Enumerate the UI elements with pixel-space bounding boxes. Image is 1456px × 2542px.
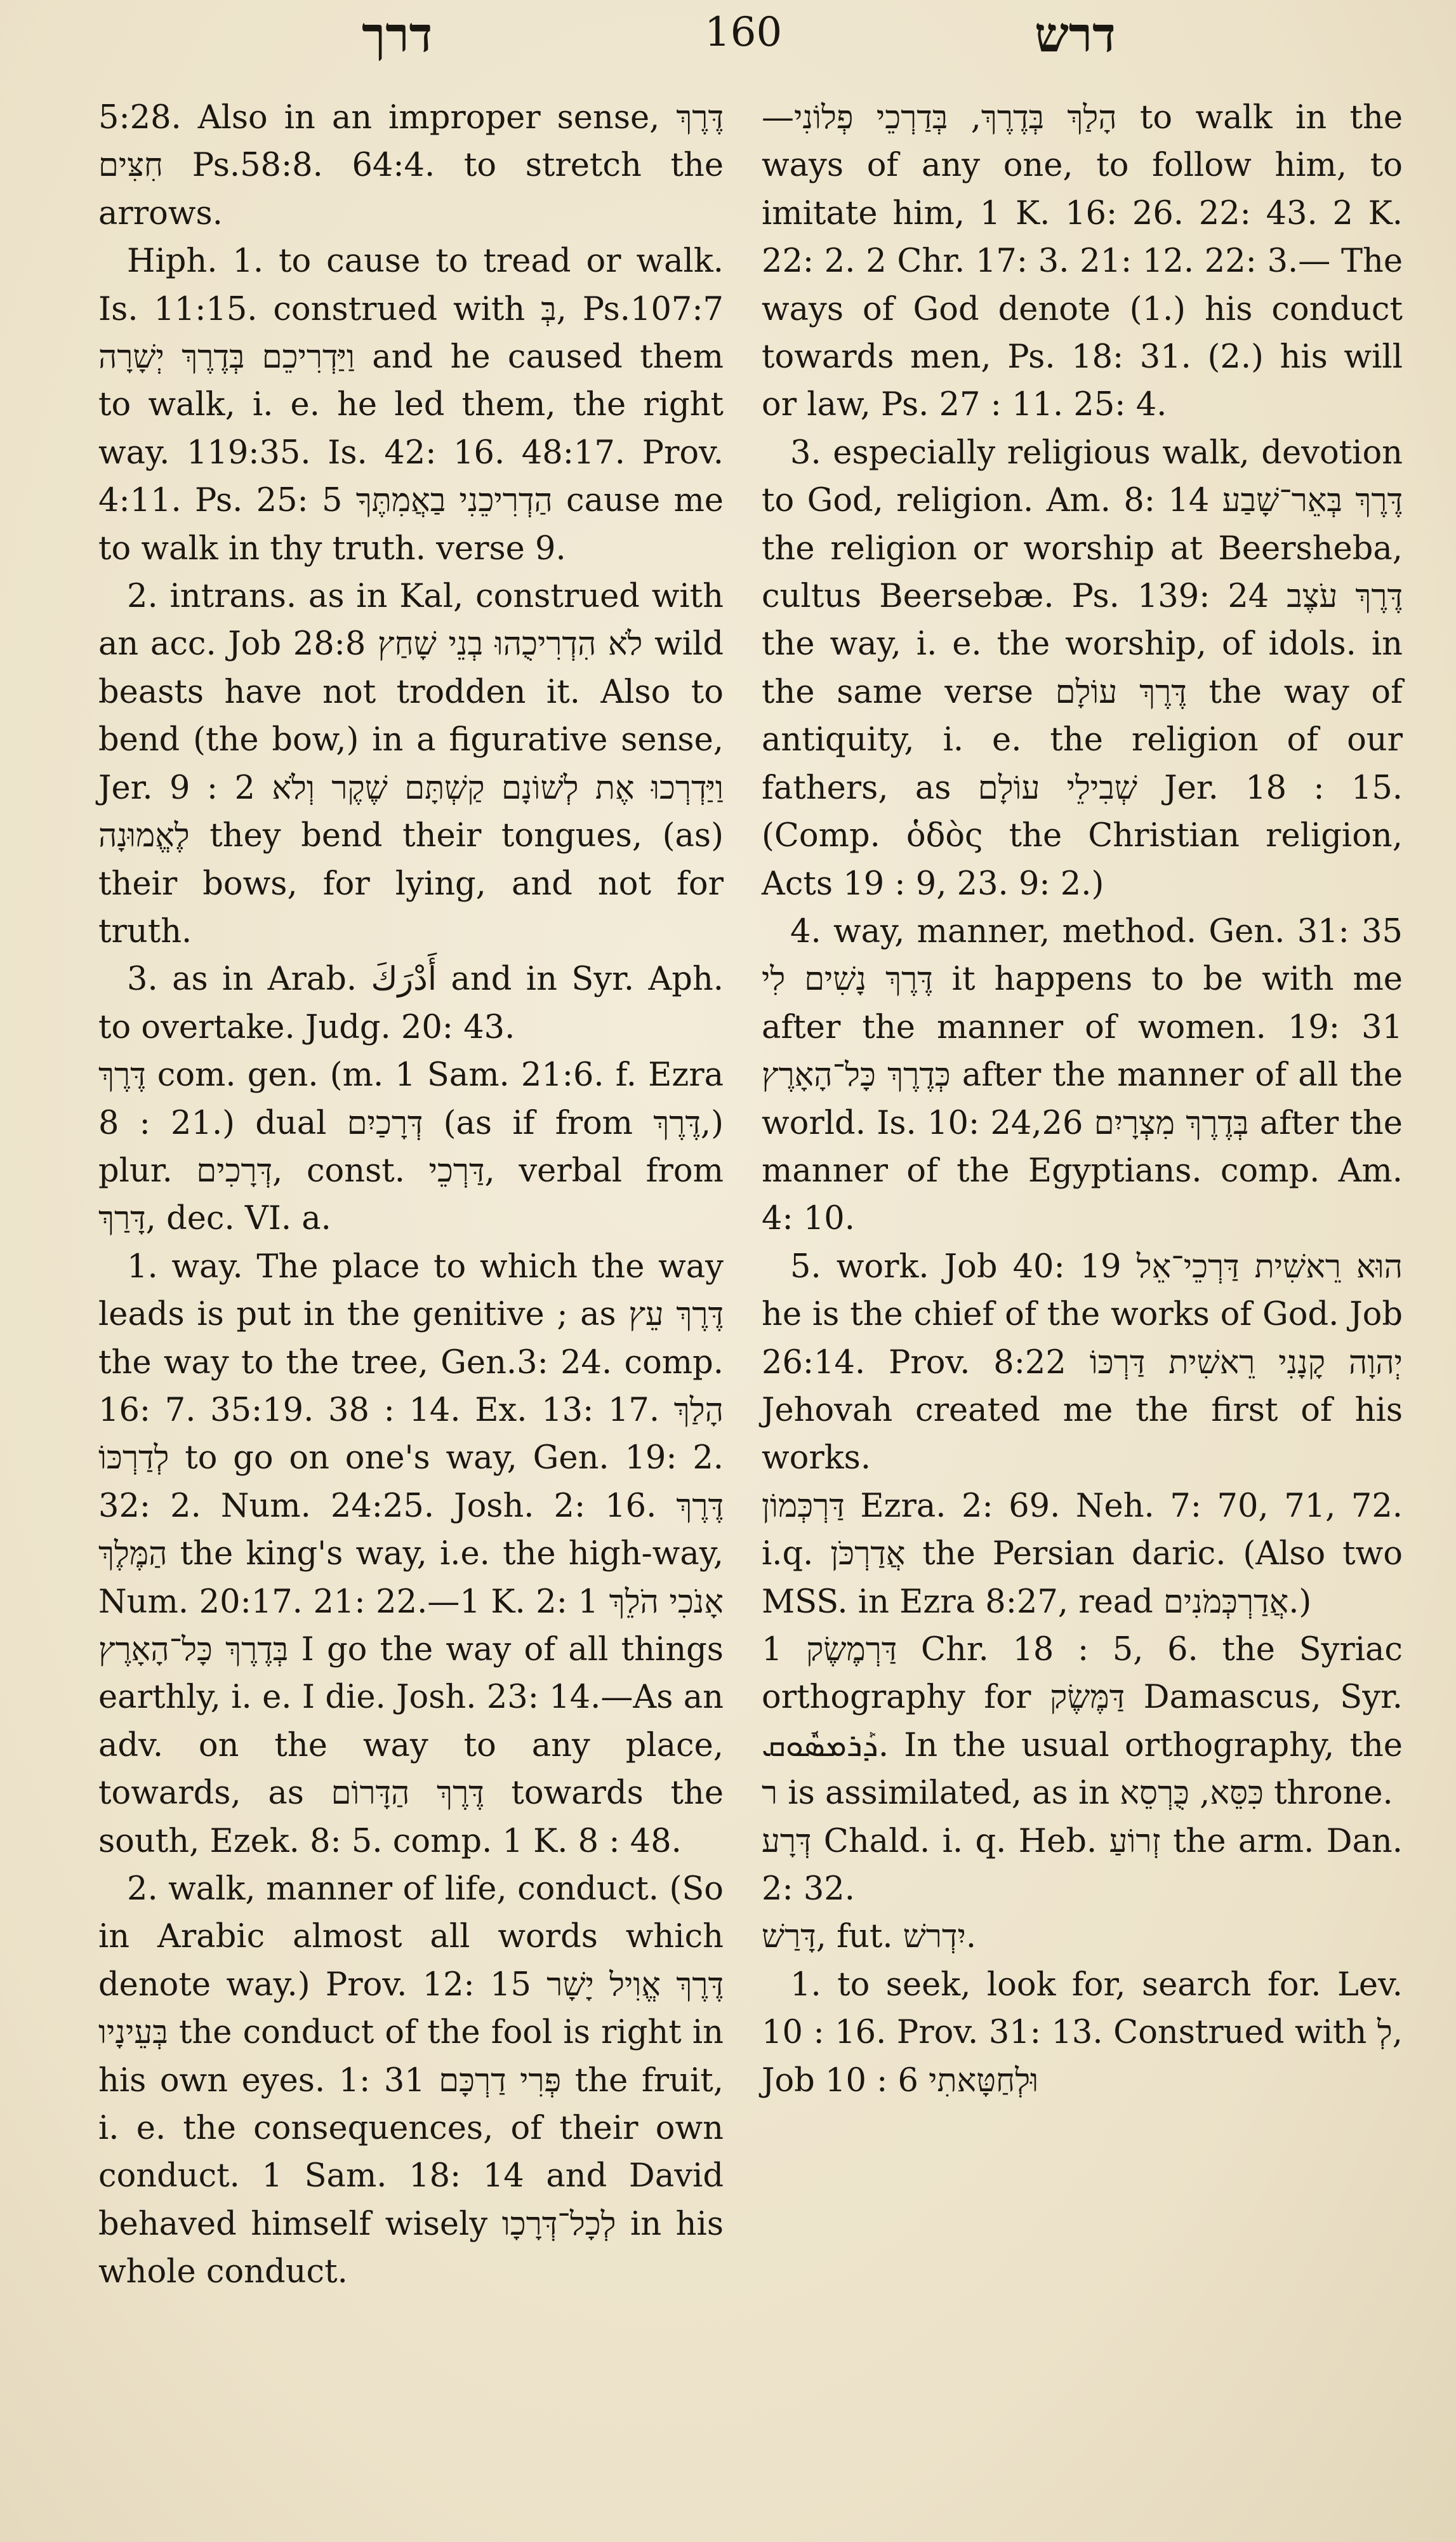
right-entry-7: דְּרָע Chald. i. q. Heb. זְרוֹעַ the arm. Dan. 2: 32. xyxy=(762,1822,1403,1908)
left-entry-7: 2. walk, manner of life, conduct. (So in Arabic almost all words which denote way.) Prov. 12: 15 דֶּרֶךְ אֱוִיל יָשָׁר בְּעֵינָיו the conduct of the fool is right in his own eyes. 1: 31 פְּרִי דַרְכָּם the fruit, i. e. the consequences, of their own conduct. 1 Sam. 18: 14 and David behaved himself wisely לְכָל־דְּרָכָו in his whole conduct. xyxy=(98,1870,724,2291)
running-headword-left: דרך xyxy=(362,6,433,63)
right-entry-5: דַּרְכְּמוֹן Ezra. 2: 69. Neh. 7: 70, 71, 72. i.q. אֲדַרְכֹּן the Persian daric. (Also two MSS. in Ezra 8:27, read אֲדַרְכְּמֹנִים.) xyxy=(762,1487,1403,1621)
left-entry-4: 3. as in Arab. أَدْرَكَ and in Syr. Aph. to overtake. Judg. 20: 43. xyxy=(98,961,724,1046)
left-entry-6: 1. way. The place to which the way leads is put in the genitive ; as דֶּרֶךְ עֵץ the way to the tree, Gen.3: 24. comp. 16: 7. 35:19. 38 : 14. Ex. 13: 17. הָלַךְ לְדַרְכּוֹ to go on one's way, Gen. 19: 2. 32: 2. Num. 24:25. Josh. 2: 16. דֶּרֶךְ הַמֶּלֶךְ the king's way, i.e. the high-way, Num. 20:17. 21: 22.—1 K. 2: 1 אָנֹכִי הֹלֵךְ בְּדֶרֶךְ כָּל־הָאָרֶץ I go the way of all things earthly, i. e. I die. Josh. 23: 14.—As an adv. on the way to any place, towards, as דֶּרֶךְ הַדָּרוֹם towards the south, Ezek. 8: 5. comp. 1 K. 8 : 48. xyxy=(98,1248,724,1860)
right-column xyxy=(762,94,1403,2500)
left-entry-5: דֶּרֶךְ com. gen. (m. 1 Sam. 21:6. f. Ezra 8 : 21.) dual דְּרָכַיִם (as if from דֶּרֶךְ,) plur. דְּרָכִים, const. דַּרְכֵי, verbal from דָּרַךְ, dec. VI. a. xyxy=(98,1056,724,1238)
running-headword-right: דרש xyxy=(1035,6,1116,63)
right-entry-1: —הָלַךְ בְּדֶרֶךְ, בְּדַרְכֵי פְלוֹנִי to walk in the ways of any one, to follow him, to imitate him, 1 K. 16: 26. 22: 43. 2 K. 22: 2. 2 Chr. 17: 3. 21: 12. 22: 3.— The ways of God denote (1.) his conduct towards men, Ps. 18: 31. (2.) his will or law, Ps. 27 : 11. 25: 4. xyxy=(762,99,1403,424)
right-entry-3: 4. way, manner, method. Gen. 31: 35 דֶּרֶךְ נָשִׁים לִי it happens to be with me after the manner of women. 19: 31 כְּדֶרֶךְ כָּל־הָאָרֶץ after the manner of all the world. Is. 10: 24,26 בְּדֶרֶךְ מִצְרָיִם after the manner of the Egyptians. comp. Am. 4: 10. xyxy=(762,912,1403,1238)
page-header xyxy=(95,6,1393,63)
right-entry-9: 1. to seek, look for, search for. Lev. 10 : 16. Prov. 31: 13. Construed with לְ, Job 10 : 6 וּלְחַטָּאתִי xyxy=(762,1966,1403,2099)
left-entry-3: 2. intrans. as in Kal, construed with an acc. Job 28:8 לֹא הִדְרִיכֻהוּ בְנֵי שָׁחַץ wild beasts have not trodden it. Also to bend (the bow,) in a figurative sense, Jer. 9 : 2 וַיַּדְרְכוּ אֶת לְשׁוֹנָם קַשְׁתָּם שֶׁקֶר וְלֹא לֶאֱמוּנָה they bend their tongues, (as) their bows, for lying, and not for truth. xyxy=(98,578,724,950)
right-entry-4: 5. work. Job 40: 19 הוּא רֵאשִׁית דַּרְכֵי־אֵל he is the chief of the works of God. Job 26:14. Prov. 8:22 יְהוָה קָנָנִי רֵאשִׁית דַּרְכּוֹ Jehovah created me the first of his works. xyxy=(762,1248,1403,1477)
left-entry-1: 5:28. Also in an improper sense, דֶּרֶךְ חִצִּים Ps.58:8. 64:4. to stretch the arrows. xyxy=(98,99,724,232)
right-entry-6: דַּרְמֶשֶׂק 1 Chr. 18 : 5, 6. the Syriac orthography for דַּמֶּשֶׂק Damascus, Syr. ܕܰܪܡܣܽܘܩ. In the usual orthography, the ר is assimilated, as in כִּסֵּא, כֻּרְסֵא throne. xyxy=(762,1631,1403,1813)
right-entry-8: דָּרַשׁ, fut. יִדְרשׁ. xyxy=(762,1918,977,1956)
page-number: 160 xyxy=(705,9,783,56)
column-gutter xyxy=(738,95,739,2495)
left-column xyxy=(98,94,724,2500)
left-entry-2: Hiph. 1. to cause to tread or walk. Is. 11:15. construed with בְּ, Ps.107:7 וַיַּדְרִיכֵם בְּדֶרֶךְ יְשָׁרָה and he caused them to walk, i. e. he led them, the right way. 119:35. Is. 42: 16. 48:17. Prov. 4:11. Ps. 25: 5 הַדְרִיכֵנִי בַאֲמִתֶּךָ cause me to walk in thy truth. verse 9. xyxy=(98,243,724,568)
right-entry-2: 3. especially religious walk, devotion to God, religion. Am. 8: 14 דֶּרֶךְ בְּאֵר־שָׁבַע the religion or worship at Beersheba, cultus Beersebæ. Ps. 139: 24 דֶּרֶךְ עֹצֶב the way, i. e. the worship, of idols. in the same verse דֶּרֶךְ עוֹלָם the way of antiquity, i. e. the religion of our fathers, as שְׁבִילֵי עוֹלָם Jer. 18 : 15. (Comp. ὁδὸς the Christian religion, Acts 19 : 9, 23. 9: 2.) xyxy=(762,434,1403,903)
